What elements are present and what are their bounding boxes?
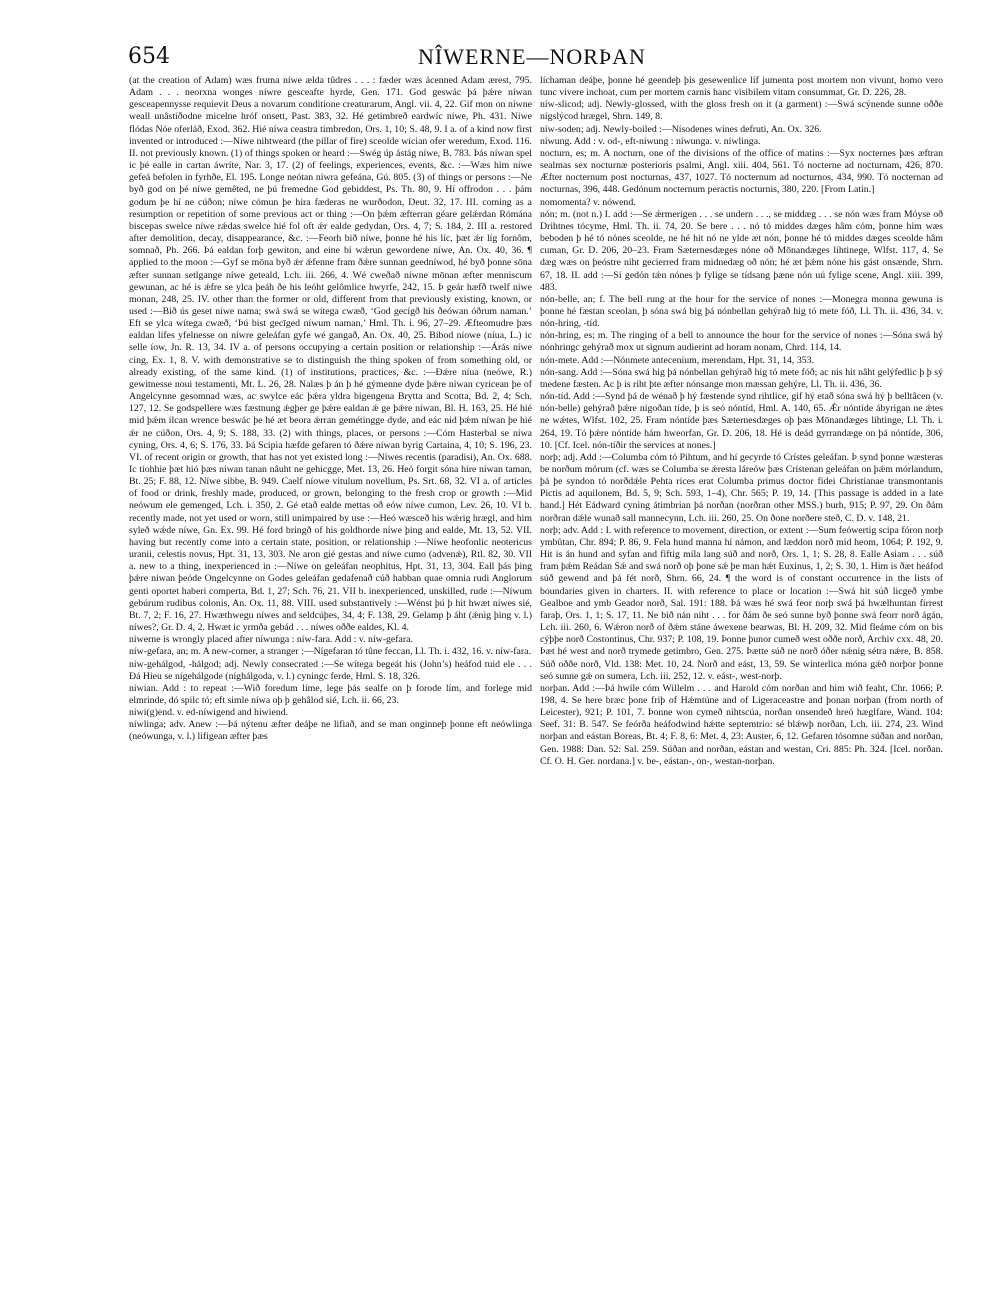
running-head: NÎWERNE—NORÞAN bbox=[418, 44, 646, 69]
dictionary-entry: nón-mete. Add :—Nónmete antecenium, merendam, Hpt. 31, 14, 353. bbox=[540, 354, 814, 366]
dictionary-entry: (at the creation of Adam) wæs fruma níwe ælda tûdres . . . : fæder wæs ácenned Adam ærest, 795. Adam . . . neorxna wonges níwre gesceafte hyrde, Gen. 171. God geswác þá þǽre níwan gesceapennysse requievit Deus a novarum conditione creaturarum, Angl. vii. 4, 22. Gif mon on níwne weall unâstíðodne micelne hróf onsett, Past. 383, 32. Hé getimbreð eardwíc níwe, Ph. 431. Níwe flódas Nóe oferláð, Exod. 362. Hié níwa ceastra timbredon, Ors. 1, 10; S. 48, 9. I a. of a kind now first invented or introduced :—Níwe nihtweard (the pillar of fire) sceolde wícian ofer weredum, Exod. 116. II. not previously known. (1) of things spoken or heard :—Swég úp ástág níwe, B. 783. Þás níwan spel ic þé ealle in cartan áwríte, Nar. 3, 17. (2) of feelings, experiences, events, &c. :—Wæs him níwe gefeá befolen in fyrhðe, El. 195. Longe neótan níwra gefeána, Gú. 805. (3) of things or persons :—Ne byð god on þé níwe gemêted, ne þú fremedne God gebiddest, Ps. Th. 80, 9. Hí offrodon . . . þám godum þe hí ne cúðon; níwe cómun þe hira fæderas ne wurðodon, Deut. 32, 17. III. coming as a resumption or repetition of some previous act or thing :—On þǽm æfterran géare gelǽrdan Rómána biscepas swelce níwe rǽdas swelce hié fol oft ǽr ealde gedydan, Ors. 4, 7; S. 184, 2. III a. restored after demolition, decay, disappearance, &c. :—Feorh bið níwe, þonne hé his líc, þæt ǽr líg fornôm, somnað, Ph. 266. Þá ealdan forþ gewiton, and eine bí wǽrun gewordene níwe, An. Ox. 40, 36. ¶ applied to the moon :—Gyf se mōna byð ǽr ǽfenne fram ðǽre sunnan geedníwod, hé byð þonne sōna æfter sunnan setlgange níwe geteald, Lch. iii. 266, 4. Wé cweðað níwne mōnan æfter menniscum gewunan, ac hé is ǽfre se ylca þeáh ðe his leóht gelômlice hwyrfe, 242, 15. Þ geár hæfð twelf níwe monan, 248, 25. IV. other than the former or old, different from that previously existing, known, or used :—Bið ús geset níwe nama; swá swá se wítega cwæð, ‘God gecígð his ðeówan óðrum naman.’ Eft se ylca wítega cwæð, ‘Þú bist gecīged níwum naman,’ Hml. Th. i. 96, 27–29. Æfteomudre þæs ealdan lífes yfelnesse on níwre geleáfan gyfe wé gangað, An. Ox. 40, 25. Bibod níowe (níua, L.) ic selle íow, Jn. R. 13, 34. IV a. of persons occupying a certain position or relationship :—Árás níwe cing, Ex. 1, 8. V. with demonstrative se to distinguish the thing spoken of from something old, or already existing, of the same kind. (1) of institutions, practices, &c. :—Ðǽre níua (neówe, R.) gewitnesse noui testamenti, Mt. L. 26, 28. Nalæs þ án þ hé gýmenne dyde þǽre níwan cyricean þe of Angelcynne gesomnad wæs, ac swylce eác þǽra yldra bigengena Brytta and Scotta, Bd. 2, 4; Sch. 127, 12. Se godspellere wæs fæstnung ǽgþer ge þǽre ealdan ǽ ge þǽre níwan, Bl. H. 163, 25. Hé hié mid þǽm ilcan wrence beswác þe hé æt beora ǽrran gemétingge dyde, and eác nid þǽm níwan þe hié ǽr ne cúðon, Ors. 4, 9; S. 188, 33. (2) with things, places, or persons :—Cóm Hasterbal se níwa cyning, Ors. 4, 6; S. 176, 33. Þá Scipia hæfde gefaren tó ðǽre níwan byrig Cartaina, 4, 10; S. 196, 23. VI. of recent origin or growth, that has not yet existed long :—Níwes recentis (paradisi), An. Ox. 688. Ic tíohhie þæt hió þæs níwan tanan nâuht ne gehicgge, Met. 13, 26. Heó forgit sóna híre níwan taman, Bt. 25; F. 88, 12. Níwe sibbe, B. 949. Caelf níowe vitulum novellum, Ps. Srt. 68, 32. VI a. of articles of food or drink, freshly made, produced, or grown, belonging to the fresh crop or growth :—Mid neówum ele gemenged, Lch. i. 350, 2. Gé etað ealde mettas oð eów níwe cumon, Lev. 26, 10. VI b. recently made, not yet used or worn, still unimpaired by use :—Heó wæsceð his wǽrig hrægl, and him syleð wǽde níwe, Gn. Ex. 99. Hé ford bringð of his goldhorde níwe þing and ealde, Mt. 13, 52. VII. having but recently come into a certain state, position, or relationship :—Níwe heofonlic neotericus uranii, celestis novus, Hpt. 31, 13, 303. Ne aron gié gestas and níwe cumo (advenǽ), Rtl. 82, 30. VII a. new to a thing, inexperienced in :—Níwe on geleáfan neophitus, Hpt. 31, 13, 304. Eall þás þing þǽre níwan þeóde Ongelcynne on Godes geleáfan gedafenað cúð habban quae omnia rudi Anglorum genti oportet haberi comperta, Bd. 1, 27; Sch. 76, 21. VII b. inexperienced, unskilled, rude :—Níwum gebúrum rudibus colonis, An. Ox. 11, 88. VIII. used substantively :—Wénst þú þ hit hwæt níwes sié, Bt. 7, 2; F. 16, 27. Hwæthwegu níwes and seldcúþes, 34, 4; F. 138, 29. Gelamp þ áht (ǽnig þing v. l.) níwes?, Gr. D. 4, 2. Hwæt ic yrmða gebád . . . níwes oððe ealdes, Kl. 4. bbox=[129, 75, 532, 634]
dictionary-entry: nocturn, es; m. A nocturn, one of the divisions of the office of matins :—Syx nocternes þæs æftran sealmas sex nocturnæ posterioris psalmi, Angl. xiii. 404, 561. Tó nocterne ad nocturnam, 426, 870. Æfter nocternum post nocturnas, 437, 1027. Tó nocternum ad nocturnos, 434, 990. Tó nocternan ad nocturnas, 396, 448. Gedónum nocternum peractis nocturnis, 380, 220. [From Latin.] bbox=[540, 147, 943, 196]
dictionary-entry: norþ; adv. Add : I. with reference to movement, direction, or extent :—Sum feówertig scipa fóron norþ ymbûtan, Chr. 894; P. 86, 9. Fela hund manna hí námon, and læddon norð mid heom, 1064; P. 192, 9. Hit is án hund and syfan and fiftig míla lang súð and norð, Ors. 1, 1; S. 28, 8. Ealle Asiam . . . súð fram þǽm Reádan Sǽ and swá norð oþ þone sǽ þe man hǽt Euxinus, 1, 2; S. 30, 1. Him is ðæt heáfod súð gewend and þá fét norð, Shrn. 66, 24. ¶ the word is of constant occurrence in the lists of boundaries given in charters. II. with reference to place or location :—Swá hit súð licgeð ymbe Gealboe and ymb Geador norð, Sal. 191: 188. Þá wæs hé swá feor norþ swá þá hwælhuntan fírrest faraþ, Ors. 1, 1; S. 17, 11. Ne bið nán niht . . . for ðám ðe seó sunne byð þonne swá feorr norð ágán, Lch. iii. 260, 6. Wǽron norð of ðǽm stáne áwexene bearwas, Bl. H. 209, 32. Mid fleáme cóm on bis cýþþe norð Costontinus, Chr. 937; P. 108, 19. Þonne þunor cumeð west oððe norð, Archiv cxx. 48, 20. Þæt hé west and norð trymede getimbro, Gen. 275. Þætte súð ne norð óðer nǽnig sétra nǽre, B. 858. Súð oððe norð, Vld. 138: Met. 10, 24. Norð and eást, 13, 59. Se winterlica mónа gǽð norþor þonne seó sunne gǽ on sumera, Lch. iii. 252, 12. v. eást-, west-norþ. bbox=[540, 524, 943, 682]
dictionary-entry: níw-gefara, an; m. A new-comer, a stranger :—Nígefaran tó tûne feccan, Ll. Th. i. 432, 16. v. níw-fara. bbox=[129, 646, 531, 658]
dictionary-entry: norþan. Add :—Þá hwíle cóm Willelm . . . and Harold cóm norðan and him wið feaht, Chr. 1066; P. 198, 4. Se here bræc þone friþ of Hǽmtúne and of Ligeraceastre and þonan norþan (from north of Leicester), 921; P. 101, 7. Þonne won cymeð nihtscúa, norðan onsendeð hreó hæglfare, Wand. 104: Seef. 31: B. 547. Se feórða heáfodwind hǽtte septemtrio: sé blǽwþ norðan, Lch. iii. 274, 23. Wind norþan and eástan Boreas, Bt. 4; F. 8, 6: Met. 4, 23: Auster, 6, 12. Gefaren tósomne súðan and norðan, Gen. 1988: Dan. 52: Sal. 259. Súðan and norðan, eástan and westan, Cri. 885: Ph. 324. [Icel. norðan. Cf. O. H. Ger. nordana.] v. be-, eástan-, on-, westan-norþan. bbox=[540, 682, 943, 767]
page-header bbox=[128, 40, 936, 74]
dictionary-entry: níw-gehálgod, -hálgod; adj. Newly consecrated :—Se wítega begeát his (John’s) heáfod tuid ele . . . Ðá Hieu se nígehálgode (níghálgoda, v. l.) cyningc ferde, Hml. S. 18, 326. bbox=[129, 658, 532, 682]
dictionary-entry: nón-tíd. Add :—Synd þá de wénað þ hý fæstende synd rihtlice, gif hý etað sóna swá hý þ belltâcen (v. nón-belle) gehýrað þǽre nigoðan tíde, þ is seó nóntíd, Hml. A. 140, 65. Ǽr nóntíde ábyrigan ne ǽtes ne wǽtes, Wlfst. 102, 25. Fram nóntíde þæs Sæternesdæges oþ þæs Mōnandæges líhtinge, Ll. Th. i. 264, 19. Tó þǽre nóntíde hám hweorfan, Gr. D. 206, 18. Hé is deád gyrrandæge on þá nóntíde, 306, 10. [Cf. Icel. nón-tíðir the services at nones.] bbox=[540, 391, 943, 451]
right-column bbox=[540, 75, 943, 1290]
dictionary-entry: nón; m. (not n.) I. add :—Se ǽrmerigen . . . se undern . . ., se middæg . . . se nón wæs fram Móyse oð Drihtnes tócyme, Hml. Th. ii. 74, 20. Se bere . . . nó tó middes dæges hâm cóm, þonne him wæs beboden þ hé tó nónes sceolde, ne hé hit nó ne ylde æt nón, þonne hé tó middes dæges sceolde hâm cuman, Gr. D. 206, 20–23. Fram Sæternesdæges nóne oð Mōnandæges líhtinege, Wlfst. 117, 4. Se dæg wæs on þeóstre niht gecierred fram midnedæg oð nón; hé æt þǽm nóne his gást onsænde, Shrn. 67, 18. II. add :—Sí gedón tǽn nónes þ fylige se tídsang þæne nón uú fylige scene, Angl. xiii. 399, 483. bbox=[540, 208, 943, 293]
left-column bbox=[129, 75, 532, 1290]
dictionary-entry: níw-soden; adj. Newly-boiled :—Nísodenes wínes defruti, An. Ox. 326. bbox=[540, 123, 822, 135]
dictionary-entry: nón-hring, es; m. The ringing of a bell to announce the hour for the service of nones :—Sóna swá hý nónhringc gehýrað mox ut signum audierint ad horam nonam, Chrd. 114, 14. bbox=[540, 330, 943, 354]
dictionary-entry: níwerne is wrongly placed after níwunga : níw-fara. Add : v. níw-gefara. bbox=[129, 634, 413, 646]
dictionary-entry: nón-belle, an; f. The bell rung at the hour for the service of nones :—Monegra monna gewuna is þonne hé fæstan sceolan, þ sóna swá big þá nónbellan gehýrað hig tó mete fóð, Ll. Th. ii. 436, 34. v. nón-hring, -tíd. bbox=[540, 293, 943, 330]
dictionary-entry: níwi(g)end. v. ed-níwigend and híwiend. bbox=[129, 707, 289, 719]
dictionary-entry: níwian. Add : to repeat :—Wið foredum líme, lege þás sealfe on þ forode lím, and forlege mid elmrinde, dó spilc tó; eft simle níwa oþ þ gehâlod sié, Lch. ii. 66, 23. bbox=[129, 682, 532, 706]
dictionary-entry: líchaman deáþe, þonne hé geendeþ þis gesewenlice líf jumenta post mortem non vivunt, homo vero tunc vivere inchoat, cum per mortem carnis hanc visibilem vitam consummat, Gr. D. 226, 28. bbox=[540, 75, 943, 99]
dictionary-entry: norþ; adj. Add :—Columba cóm tó Pihtum, and hí gecyrde tó Crístes geleáfan. Þ synd þonne wæsteras be norðum mórum (cf. wæs se Columba se ǽresta láreów þæs Crístenan geleáfan on þǽm mórlandum, þá þe syndon tó norðdǽle Pehta ríces erat Columba primus doctor fidei Christianae transmontanis Pictis ad aquilonem, Bd. 5, 9; Sch. 593, 1–4), Chr. 565; P. 19, 14. [This passage is added in a late hand.] Hét Eádward cyning átimbrian þá norðan (norðran other MSS.) burh, 915; P. 97, 29. On ðám norðran dǽle wunað sall mannecynn, Lch. iii. 260, 25. On ðone norðere steð, C. D. v. 148, 21. bbox=[540, 451, 943, 524]
dictionary-entry: níwlinga; adv. Anew :—Þá nýtenu æfter deáþe ne lifiað, and se man onginneþ þonne eft neówlinga (neówunga, v. l.) lifigean æfter þæs bbox=[129, 719, 532, 743]
dictionary-entry: nomomenta? v. nówend. bbox=[540, 196, 636, 208]
page-number: 654 bbox=[128, 44, 170, 69]
dictionary-entry: níwung. Add : v. od-, eft-níwung : níwunga. v. níwlinga. bbox=[540, 135, 761, 147]
dictionary-entry: níw-slicod; adj. Newly-glossed, with the gloss fresh on it (a garment) :—Swá scýnende sunne oððe nígslýcod hrægel, Shrn. 149, 8. bbox=[540, 99, 943, 123]
dictionary-entry: nón-sang. Add :—Sóna swá hig þá nónbellan gehýrað hig tó mete fóð; ac nis hit nâht gelýfedlic þ þ sý tnedene fæsten. Ac þ is riht þte æfter nónsange mon mæssan gehýre, Ll. Th. ii. 436, 36. bbox=[540, 366, 943, 390]
